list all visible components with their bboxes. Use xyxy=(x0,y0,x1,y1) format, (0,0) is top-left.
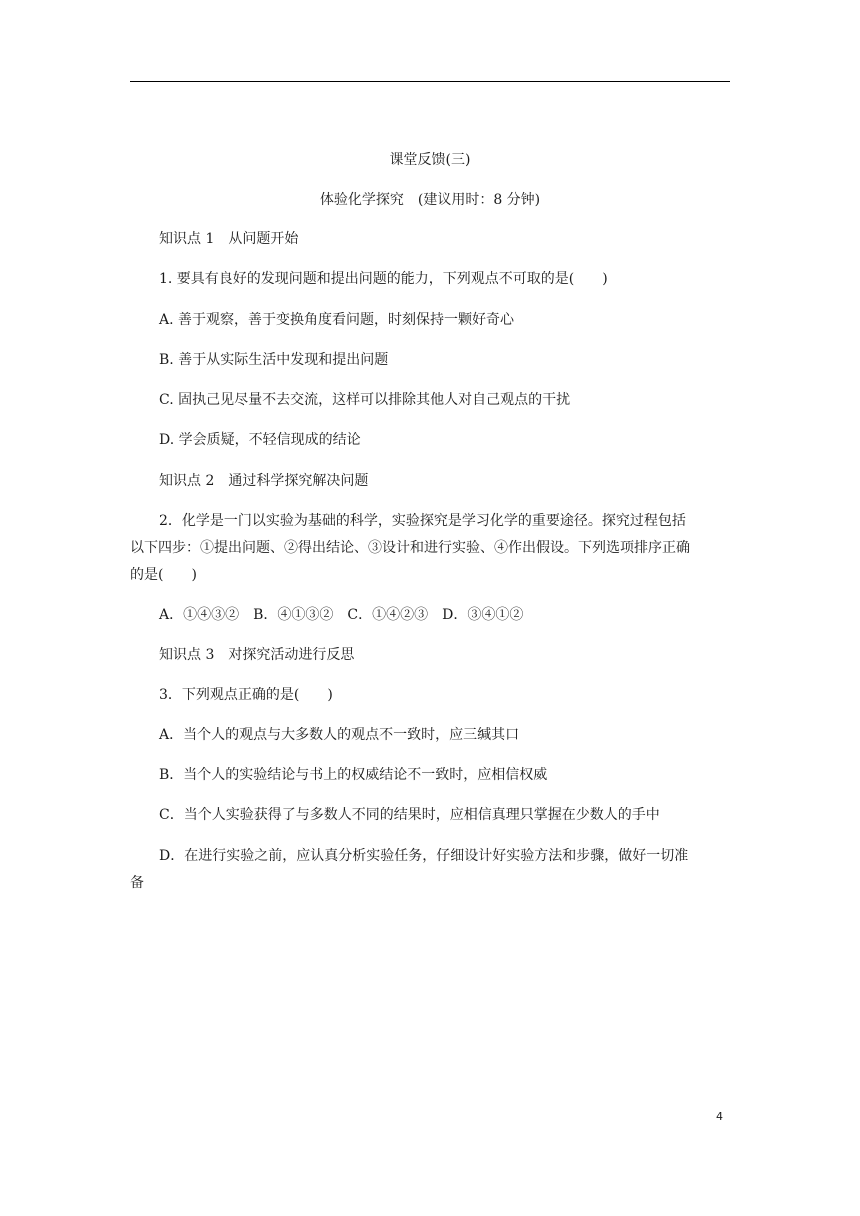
section-1-heading: 知识点 1 从问题开始 xyxy=(159,231,299,247)
question-2-line-3: 的是( ) xyxy=(130,567,197,583)
question-3-option-d-line-2: 备 xyxy=(130,875,144,891)
question-3-option-b: B．当个人的实验结论与书上的权威结论不一致时，应相信权威 xyxy=(159,767,548,783)
question-3-option-a: A．当个人的观点与大多数人的观点不一致时，应三缄其口 xyxy=(159,727,520,743)
header-rule xyxy=(130,81,730,82)
question-3: 3．下列观点正确的是( ) xyxy=(159,687,333,703)
question-1-option-c: C. 固执己见尽量不去交流，这样可以排除其他人对自己观点的干扰 xyxy=(159,392,571,408)
question-2-line-1: 2．化学是一门以实验为基础的科学，实验探究是学习化学的重要途径。探究过程包括 xyxy=(159,513,686,529)
question-1-option-a: A. 善于观察，善于变换角度看问题，时刻保持一颗好奇心 xyxy=(159,312,515,328)
question-3-option-c: C．当个人实验获得了与多数人不同的结果时，应相信真理只掌握在少数人的手中 xyxy=(159,807,660,823)
section-3-heading: 知识点 3 对探究活动进行反思 xyxy=(159,647,355,663)
section-2-heading: 知识点 2 通过科学探究解决问题 xyxy=(159,473,369,489)
question-1-option-d: D. 学会质疑，不轻信现成的结论 xyxy=(159,432,361,448)
question-3-option-d-line-1: D．在进行实验之前，应认真分析实验任务，仔细设计好实验方法和步骤，做好一切准 xyxy=(159,848,689,864)
question-1-option-b: B. 善于从实际生活中发现和提出问题 xyxy=(159,352,389,368)
document-title: 课堂反馈(三) xyxy=(389,152,471,168)
question-2-options: A．①④③② B．④①③② C．①④②③ D．③④①② xyxy=(159,607,524,623)
question-2-line-2: 以下四步：①提出问题、②得出结论、③设计和进行实验、④作出假设。下列选项排序正确 xyxy=(130,540,690,556)
document-subtitle: 体验化学探究 (建议用时：8 分钟) xyxy=(319,192,541,208)
page-number: 4 xyxy=(716,1110,723,1123)
question-1: 1. 要具有良好的发现问题和提出问题的能力，下列观点不可取的是( ) xyxy=(159,271,608,287)
